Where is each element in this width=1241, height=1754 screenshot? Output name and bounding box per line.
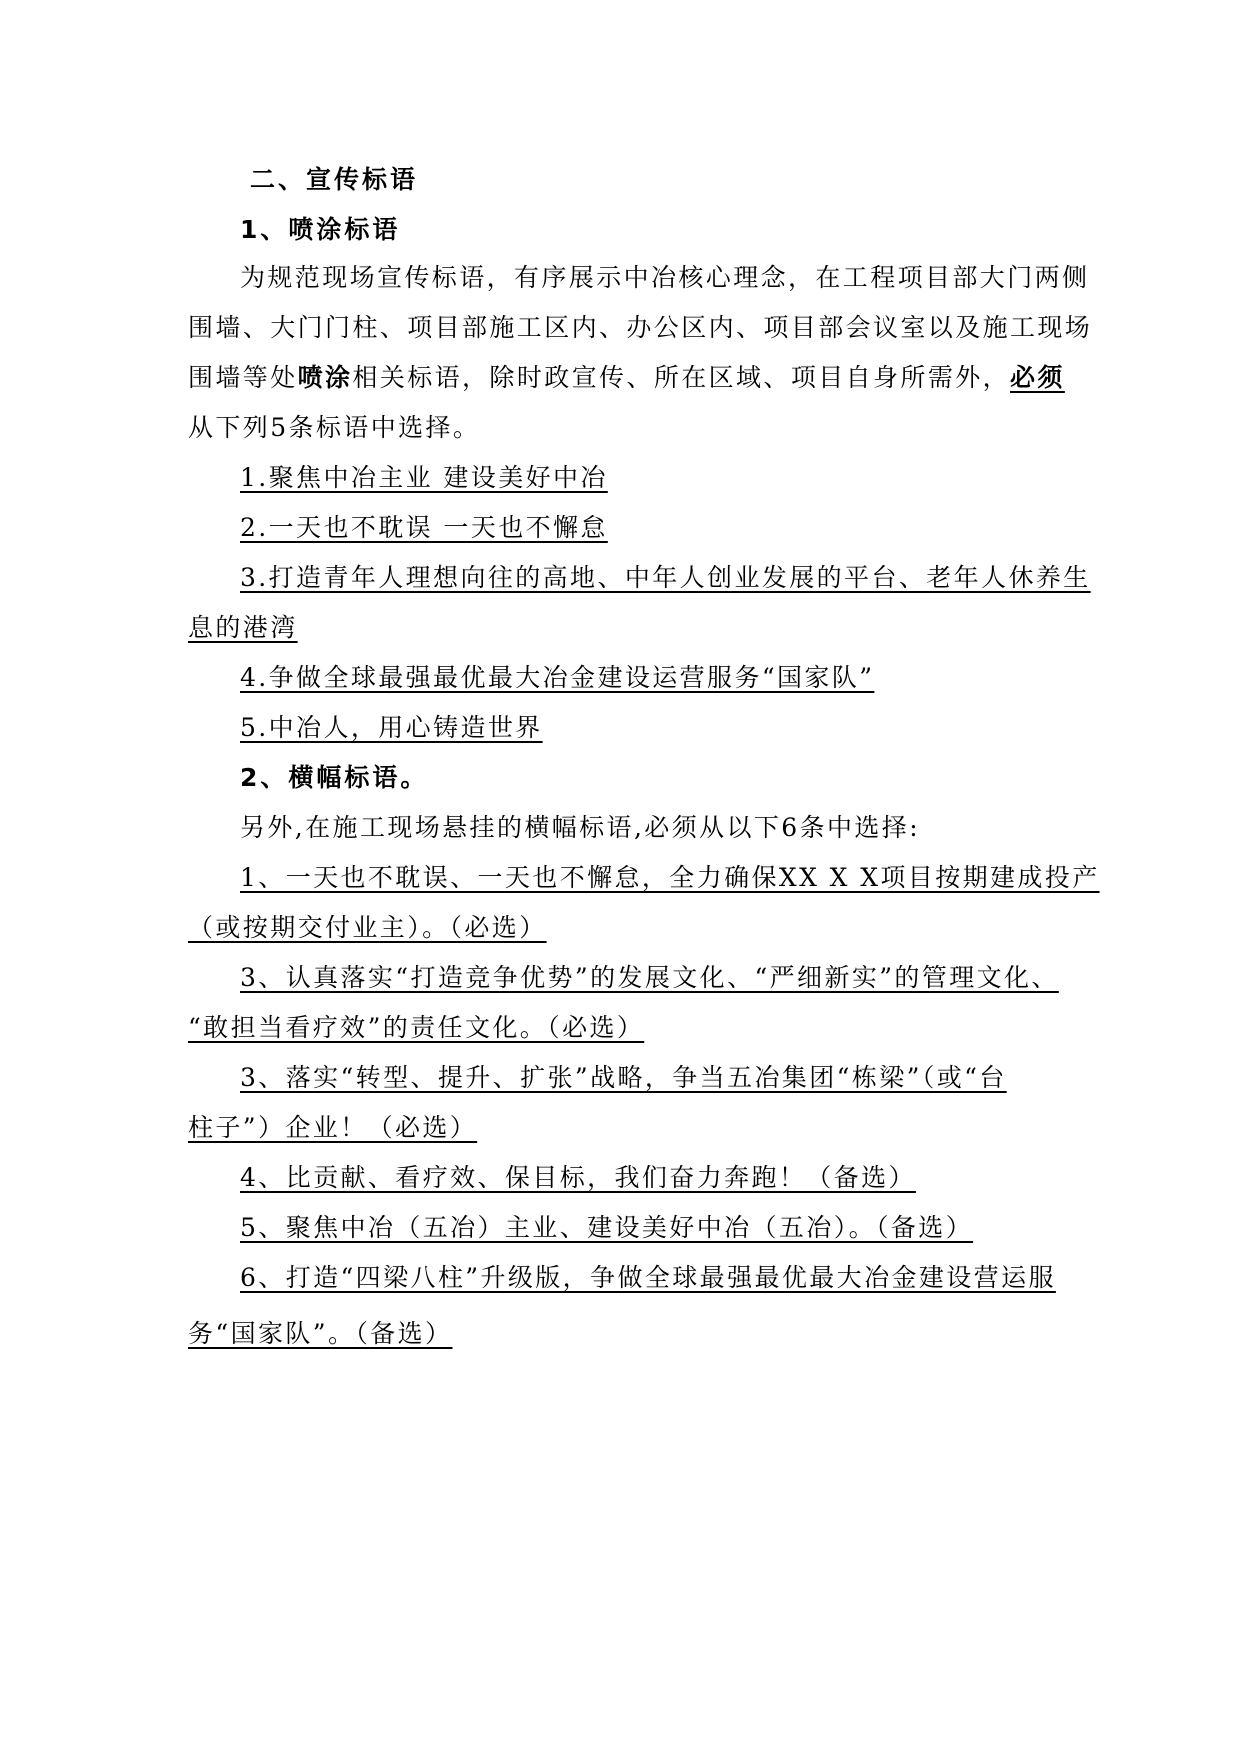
spray-slogan-3-line-1: 3.打造青年人理想向往的高地、中年人创业发展的平台、老年人休养生 — [240, 563, 1091, 592]
spray-slogan-3-line-2: 息的港湾 — [188, 613, 298, 642]
spray-intro-line-1: 为规范现场宣传标语，有序展示中冶核心理念，在工程项目部大门两侧 — [240, 263, 1090, 292]
banner-slogan-1-line-2: （或按期交付业主）。（必选） — [188, 913, 547, 942]
spray-intro-line-3-post: 相关标语，除时政宣传、所在区域、项目自身所需外， — [352, 363, 1011, 392]
banner-slogan-3-line-1: 3、落实“转型、提升、扩张”战略，争当五冶集团“栋梁”（或“台 — [240, 1063, 1007, 1092]
spray-heading: 1、喷涂标语 — [240, 215, 401, 244]
banner-slogan-2-line-2: “敢担当看疗效”的责任文化。（必选） — [188, 1013, 645, 1042]
spray-intro-line-3 — [188, 358, 1065, 394]
spray-intro-line-2: 围墙、大门门柱、项目部施工区内、办公区内、项目部会议室以及施工现场 — [188, 313, 1093, 342]
spray-intro-line-4: 从下列5条标语中选择。 — [188, 413, 481, 442]
spray-slogan-1: 1.聚焦中冶主业 建设美好中冶 — [240, 463, 608, 492]
banner-slogan-6-line-2: 务“国家队”。（备选） — [188, 1319, 453, 1348]
spray-slogan-5: 5.中冶人，用心铸造世界 — [240, 713, 543, 742]
spray-intro-bold-word: 喷涂 — [297, 363, 353, 392]
spray-intro-must-word: 必须 — [1010, 363, 1065, 392]
banner-slogan-6-line-1: 6、打造“四梁八柱”升级版，争做全球最强最优最大冶金建设营运服 — [240, 1263, 1056, 1292]
spray-slogan-2: 2.一天也不耽误 一天也不懈怠 — [240, 513, 608, 542]
banner-slogan-1-line-1: 1、一天也不耽误、一天也不懈怠，全力确保XX X X项目按期建成投产 — [240, 863, 1100, 892]
banner-slogan-5: 5、聚焦中冶（五冶）主业、建设美好中冶（五冶）。（备选） — [240, 1213, 974, 1242]
banner-intro: 另外,在施工现场悬挂的横幅标语,必须从以下6条中选择: — [240, 813, 921, 842]
banner-slogan-3-line-2: 柱子”）企业！（必选） — [188, 1113, 478, 1142]
banner-slogan-4: 4、比贡献、看疗效、保目标，我们奋力奔跑！（备选） — [240, 1163, 916, 1192]
spray-slogan-4: 4.争做全球最强最优最大冶金建设运营服务“国家队” — [240, 663, 875, 692]
spray-intro-line-3-pre: 围墙等处 — [188, 363, 298, 392]
banner-heading: 2、横幅标语。 — [240, 763, 429, 792]
section-title: 二、宣传标语 — [250, 165, 419, 194]
banner-slogan-2-line-1: 3、认真落实“打造竞争优势”的发展文化、“严细新实”的管理文化、 — [240, 963, 1059, 992]
